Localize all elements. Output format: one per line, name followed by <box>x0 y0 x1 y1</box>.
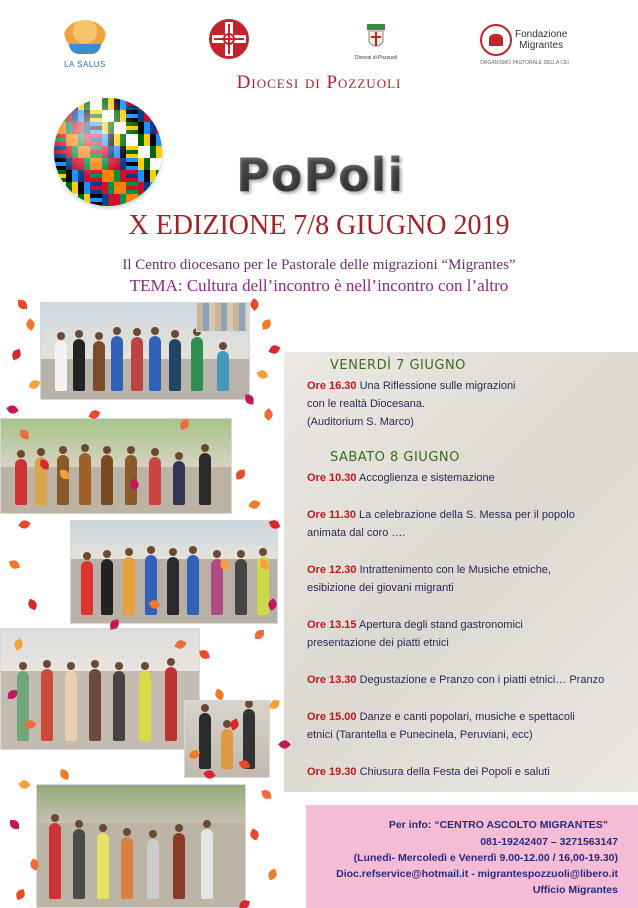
diocesi-caption: Diocesi di Pozzuoli <box>355 55 397 61</box>
leaf-icon <box>24 318 37 331</box>
info-hours: (Lunedì- Mercoledì e Venerdì 9.00-12.00 / 16,00-19.30) <box>353 852 618 864</box>
fondazione-emblem-icon <box>480 24 512 56</box>
item-time: Ore 19.30 <box>307 766 357 778</box>
leaf-icon <box>256 368 268 380</box>
leaf-icon <box>269 699 279 709</box>
flags-globe-icon <box>54 98 162 206</box>
info-emails[interactable]: Dioc.refservice@hotmail.it - migrantespozzuoli@libero.it <box>336 868 618 880</box>
la-salus-emblem-icon <box>63 20 107 58</box>
item-text: etnici (Tarantella e Punecinela, Peruviani, ecc) <box>307 729 533 741</box>
photo-display-board <box>196 302 248 332</box>
leaf-icon <box>262 408 275 421</box>
leaf-icon <box>18 778 31 791</box>
info-title: Per info: “CENTRO ASCOLTO MIGRANTES” <box>388 819 608 831</box>
program-item <box>307 763 632 781</box>
item-time: Ore 13.30 <box>307 674 357 686</box>
day-2-heading: SABATO 8 GIUGNO <box>330 450 460 465</box>
event-subtitle: Il Centro diocesano per le Pastorale delle migrazioni “Migrantes” <box>122 257 516 273</box>
leaf-icon <box>59 769 70 780</box>
leaf-icon <box>267 869 279 881</box>
edition-title: X EDIZIONE 7/8 GIUGNO 2019 <box>128 210 510 241</box>
fondazione-name-1: Fondazione <box>515 29 568 40</box>
leaf-icon <box>6 403 18 415</box>
photo-group-5 <box>36 784 246 908</box>
item-text: La celebrazione della S. Messa per il popolo <box>355 509 575 521</box>
caritas-cross-icon <box>208 18 250 60</box>
theme-label: TEMA: <box>129 276 183 295</box>
diocese-title: Diocesi di Pozzuoli <box>236 72 402 93</box>
photo-dancers <box>184 700 270 778</box>
item-time: Ore 12.30 <box>307 564 357 576</box>
leaf-icon <box>239 899 250 908</box>
leaf-icon <box>10 820 19 829</box>
leaf-icon <box>60 470 69 479</box>
photo-group-4 <box>0 628 200 750</box>
item-text: Accoglienza e sistemazione <box>356 472 495 484</box>
photo-group-2 <box>0 418 232 514</box>
fondazione-name-2: Migrantes <box>519 40 564 51</box>
leaf-icon <box>214 689 226 701</box>
info-office: Ufficio Migrantes <box>532 884 618 896</box>
photo-group-3 <box>70 520 278 624</box>
item-text: Apertura degli stand gastronomici <box>356 619 523 631</box>
item-text: animata dal coro …. <box>307 527 406 539</box>
leaf-icon <box>261 789 271 799</box>
leaf-icon <box>18 518 31 531</box>
leaf-icon <box>248 828 260 840</box>
item-text: Una Riflessione sulle migrazioni <box>356 380 516 392</box>
fondazione-migrantes-logo <box>480 24 590 66</box>
program-item <box>307 469 632 487</box>
program-item <box>307 561 632 597</box>
item-time: Ore 11.30 <box>307 509 356 521</box>
leaf-icon <box>20 430 30 440</box>
leaf-icon <box>15 889 26 900</box>
leaf-icon <box>255 630 264 639</box>
bishop-crest-icon <box>364 22 388 52</box>
theme-text: Cultura dell’incontro è nell’incontro con l’altro <box>182 276 509 295</box>
leaf-icon <box>11 349 22 360</box>
leaf-icon <box>244 394 254 404</box>
la-salus-logo <box>60 20 110 69</box>
item-time: Ore 16.30 <box>307 380 357 392</box>
program-item <box>307 708 632 744</box>
day-1-heading: VENERDÌ 7 GIUGNO <box>330 358 466 373</box>
caritas-logo <box>208 18 250 60</box>
item-text: Chiusura della Festa dei Popoli e saluti <box>356 766 550 778</box>
leaf-icon <box>27 599 39 611</box>
item-text: Danze e canti popolari, musiche e spettacoli <box>356 711 575 723</box>
leaf-icon <box>248 498 260 510</box>
item-time: Ore 10.30 <box>307 472 357 484</box>
leaf-icon <box>236 470 246 480</box>
item-text: Degustazione e Pranzo con i piatti etnici… Pranzo <box>356 674 605 686</box>
event-logo-popoli: PoPoli <box>236 148 486 202</box>
item-text: (Auditorium S. Marco) <box>307 416 414 428</box>
item-text: presentazione dei piatti etnici <box>307 637 449 649</box>
leaf-icon <box>29 379 41 391</box>
item-time: Ore 15.00 <box>307 711 357 723</box>
program-item <box>307 671 632 689</box>
item-text: con le realtà Diocesana. <box>307 398 426 410</box>
item-text: esibizione dei giovani migranti <box>307 582 454 594</box>
program-item <box>307 506 632 542</box>
info-phone: 081-19242407 – 3271563147 <box>480 836 618 848</box>
item-text: Intrattenimento con le Musiche etniche, <box>356 564 551 576</box>
program-item <box>307 616 632 652</box>
leaf-icon <box>199 649 210 660</box>
diocesi-crest-logo <box>354 22 398 61</box>
fondazione-subtitle: ORGANISMO PASTORALE DELLA CEI <box>480 60 569 66</box>
program-item <box>307 377 632 431</box>
event-theme <box>0 276 638 296</box>
leaf-icon <box>18 300 27 309</box>
leaf-icon <box>248 298 261 311</box>
item-time: Ore 13.15 <box>307 619 357 631</box>
leaf-icon <box>9 559 20 570</box>
leaf-icon <box>261 319 272 330</box>
la-salus-caption: LA SALUS <box>64 60 106 69</box>
leaf-icon <box>268 343 280 355</box>
